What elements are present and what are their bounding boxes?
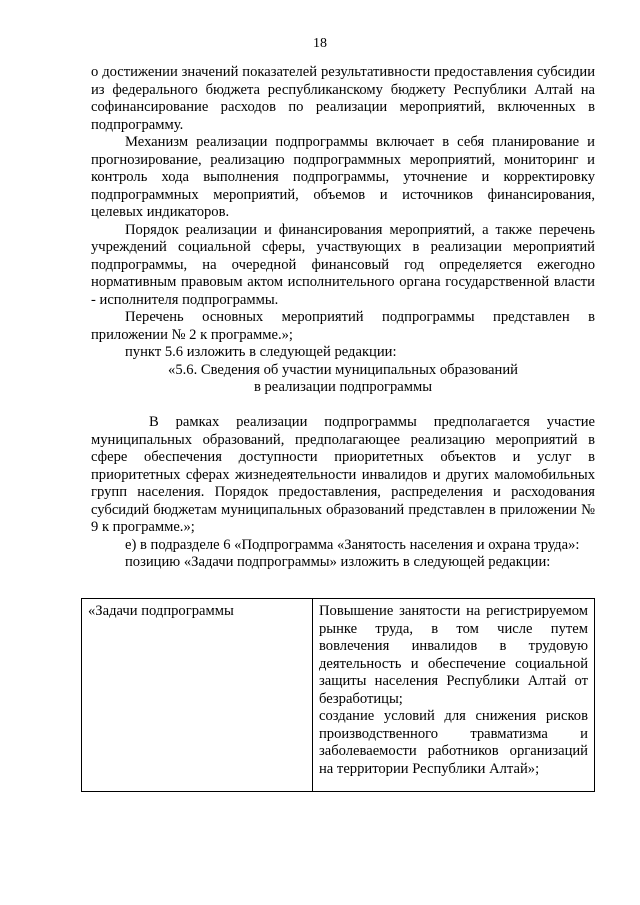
paragraph-clause-5-6-intro: пункт 5.6 изложить в следующей редакции: xyxy=(125,344,397,360)
table-right-cell-task2: создание условий для снижения рисков производственного травматизма и заболеваемости работников организаций на территории Республики Алтай»; xyxy=(319,708,588,777)
paragraph-position-tasks: позицию «Задачи подпрограммы» изложить в следующей редакции: xyxy=(125,554,551,570)
paragraph-subsection-6: е) в подразделе 6 «Подпрограмма «Занятость населения и охрана труда»: xyxy=(125,536,580,553)
section-heading-line1: «5.6. Сведения об участии муниципальных образований xyxy=(168,361,518,378)
table-right-cell xyxy=(313,599,594,791)
table-right-cell-task1: Повышение занятости на регистрируемом рынке труда, в том числе путем вовлечения инвалидов в трудовую деятельность и обеспечение социальной защиты населения Республики Алтай от безработицы; xyxy=(319,603,588,707)
section-heading-line2: в реализации подпрограммы xyxy=(253,379,433,395)
paragraph-subsidy-indicators: о достижении значений показателей результативности предоставления субсидии из федерального бюджета республиканскому бюджету Республики Алтай на софинансирование расходов по реализации мероприятий, включенных в подпрограмму. xyxy=(91,64,595,133)
paragraph-measures-list: Перечень основных мероприятий подпрограммы представлен в приложении № 2 к программе.»; xyxy=(91,309,595,343)
tasks-table xyxy=(81,598,595,792)
document-body xyxy=(91,64,595,572)
paragraph-implementation-mechanism: Механизм реализации подпрограммы включает в себя планирование и прогнозирование, реализацию подпрограммных мероприятий, мониторинг и контроль хода выполнения подпрограммы, уточнение и корректировку подпрограммных мероприятий, объемов и источников финансирования, целевых индикаторов. xyxy=(91,134,595,220)
paragraph-municipal-participation: В рамках реализации подпрограммы предполагается участие муниципальных образований, предполагающее реализацию мероприятий в сфере обеспечения доступности приоритетных объектов и услуг в приоритетных сферах жизнедеятельности инвалидов и других маломобильных групп населения. Порядок предоставления, распределения и расходования субсидий бюджетам муниципальных образований представлен в приложении № 9 к программе.»; xyxy=(91,414,595,535)
table-left-cell: «Задачи подпрограммы xyxy=(82,599,313,791)
paragraph-financing-procedure: Порядок реализации и финансирования мероприятий, а также перечень учреждений социальной сферы, участвующих в реализации мероприятий подпрограммы, на очередной финансовый год определяется ежегодно нормативным правовым актом исполнительного органа государственной власти - исполнителя подпрограммы. xyxy=(91,221,595,308)
page-number: 18 xyxy=(313,36,327,51)
blank-line xyxy=(91,397,595,415)
